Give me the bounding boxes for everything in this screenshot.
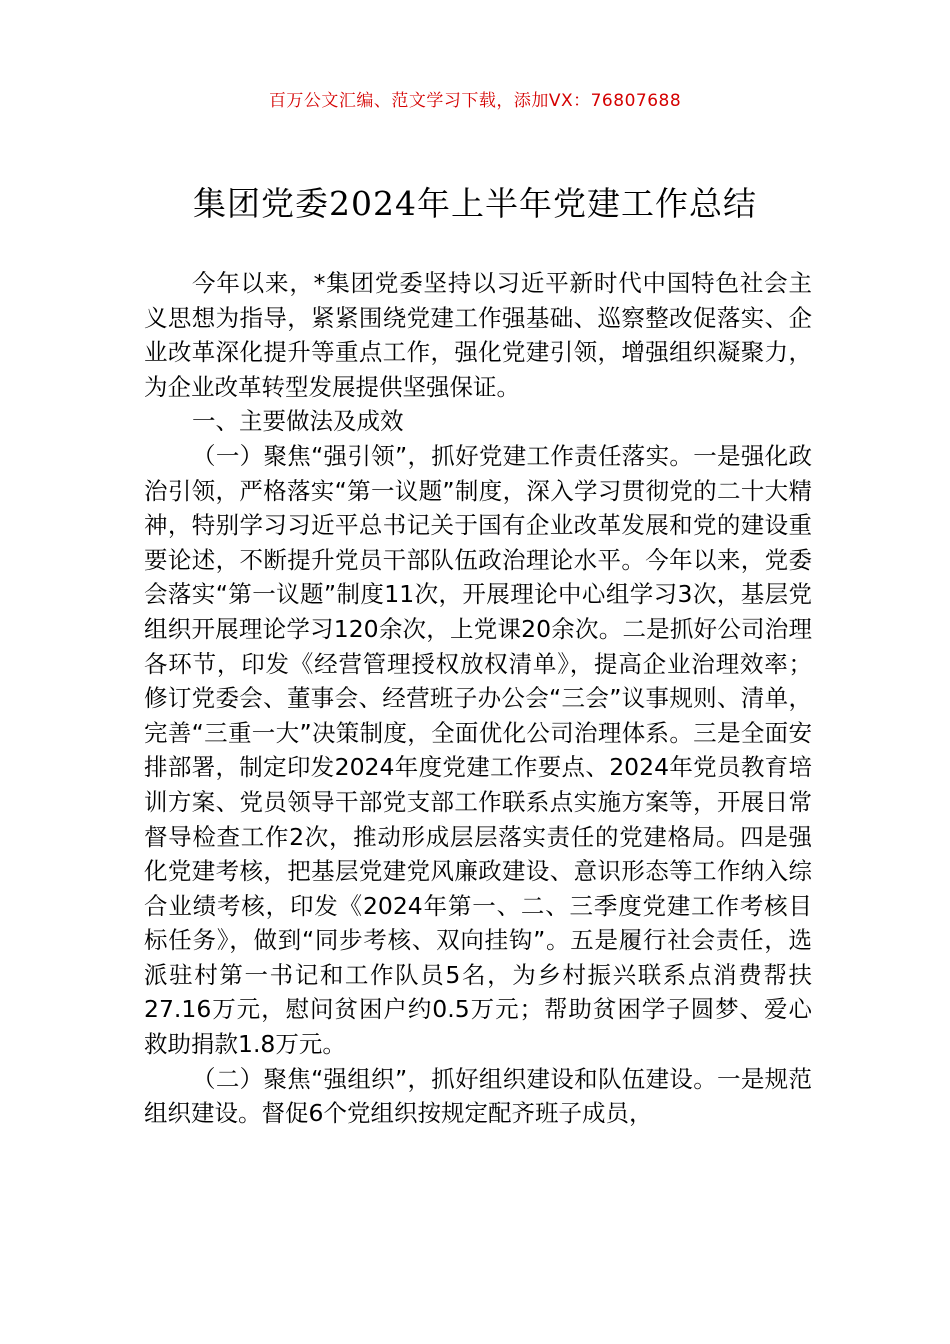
subsection-paragraph-2: （二）聚焦“强组织”，抓好组织建设和队伍建设。一是规范组织建设。督促6个党组织按规定配齐班子成员， (144, 1064, 812, 1128)
watermark-text: 百万公文汇编、范文学习下载，添加VX：76807688 (268, 91, 682, 111)
document-title: 集团党委2024年上半年党建工作总结 (193, 184, 757, 223)
document-body (144, 266, 812, 1131)
subsection-paragraph-1: （一）聚焦“强引领”，抓好党建工作责任落实。一是强化政治引领，严格落实“第一议题”制度，深入学习贯彻党的二十大精神，特别学习习近平总书记关于国有企业改革发展和党的建设重要论述，不断提升党员干部队伍政治理论水平。今年以来，党委会落实“第一议题”制度11次，开展理论中心组学习3次，基层党组织开展理论学习120余次，上党课20余次。二是抓好公司治理各环节，印发《经营管理授权放权清单》，提高企业治理效率；修订党委会、董事会、经营班子办公会“三会”议事规则、清单，完善“三重一大”决策制度，全面优化公司治理体系。三是全面安排部署，制定印发2024年度党建工作要点、2024年党员教育培训方案、党员领导干部党支部工作联系点实施方案等，开展日常督导检查工作2次，推动形成层层落实责任的党建格局。四是强化党建考核，把基层党建党风廉政建设、意识形态等工作纳入综合业绩考核，印发《2024年第一、二、三季度党建工作考核目标任务》，做到“同步考核、双向挂钩”。五是履行社会责任，选派驻村第一书记和工作队员5名，为乡村振兴联系点消费帮扶27.16万元，慰问贫困户约0.5万元；帮助贫困学子圆梦、爱心救助捐款1.8万元。 (144, 441, 812, 1059)
intro-paragraph: 今年以来，*集团党委坚持以习近平新时代中国特色社会主义思想为指导，紧紧围绕党建工作强基础、巡察整改促落实、企业改革深化提升等重点工作，强化党建引领，增强组织凝聚力，为企业改革转型发展提供坚强保证。 (144, 269, 812, 401)
section-heading: 一、主要做法及成效 (192, 407, 404, 436)
